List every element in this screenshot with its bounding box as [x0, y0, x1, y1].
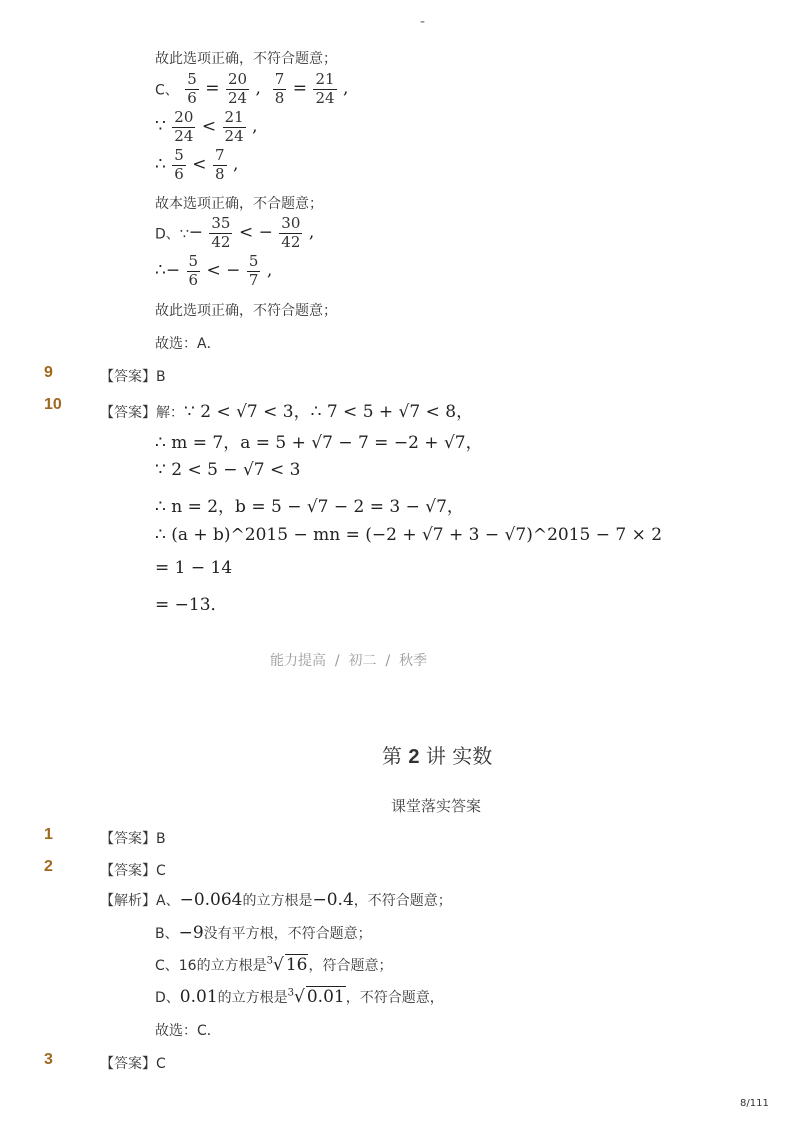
- fraction: $\frac{21}{24}$: [315, 70, 335, 107]
- cube-root: $^3$√ 0.01: [287, 987, 345, 1007]
- answer-label-3: 【答案】C: [100, 1056, 166, 1072]
- q10-line7: = −13．: [155, 595, 228, 615]
- fraction: $\frac{7}{8}$: [274, 70, 285, 107]
- analysis-option-a: 【解析】A、−0.064的立方根是−0.4，不符合题意；: [100, 890, 452, 910]
- q10-line1: ∵ 2 < √7 < 3，∴ 7 < 5 + √7 < 8，: [184, 402, 474, 422]
- lecture-title: 第 2 讲 实数: [382, 744, 493, 768]
- choose-answer-a: 故选：A．: [155, 336, 221, 352]
- option-d-conclusion: 故此选项正确，不符合题意；: [155, 303, 337, 319]
- fraction: $\frac{5}{7}$: [248, 252, 259, 289]
- page-footer: 能力提高 / 初二 / 秋季: [270, 653, 428, 669]
- option-d-therefore: ∴− $\frac{5}{6}$ < − $\frac{5}{7}$ ,: [155, 252, 273, 289]
- choose-answer-c: 故选：C．: [155, 1023, 221, 1039]
- fraction: $\frac{5}{6}$: [188, 252, 199, 289]
- option-c-conclusion: 故本选项正确，不合题意；: [155, 196, 323, 212]
- answer-label-1: 【答案】B: [100, 831, 166, 847]
- section-title: 课堂落实答案: [391, 797, 482, 815]
- option-d-because: D、∵− $\frac{35}{42}$ < − $\frac{30}{42}$ ,: [155, 214, 315, 251]
- question-number-2: 2: [44, 858, 53, 875]
- option-c-therefore: ∴ $\frac{5}{6}$ < $\frac{7}{8}$ ,: [155, 146, 239, 183]
- q10-line3: ∵ 2 < 5 − √7 < 3: [155, 460, 301, 480]
- fraction: $\frac{20}{24}$: [174, 108, 194, 145]
- q10-line4: ∴ n = 2，b = 5 − √7 − 2 = 3 − √7，: [155, 497, 464, 517]
- fraction: $\frac{21}{24}$: [224, 108, 244, 145]
- question-number-10: 10: [44, 396, 62, 413]
- question-number-9: 9: [44, 364, 53, 381]
- q10-line2: ∴ m = 7，a = 5 + √7 − 7 = −2 + √7，: [155, 433, 483, 453]
- fraction: $\frac{35}{42}$: [211, 214, 231, 251]
- fraction: $\frac{5}{6}$: [187, 70, 197, 107]
- option-b-conclusion: 故此选项正确，不符合题意；: [155, 51, 337, 67]
- question-number-1: 1: [44, 826, 53, 843]
- q10-line6: = 1 − 14: [155, 558, 233, 578]
- option-c-equalities: C、 $\frac{5}{6}$ = $\frac{20}{24}$ , $\frac{7}{8}$ = $\frac{21}{24}$ ,: [155, 70, 349, 107]
- answer-label-9: 【答案】B: [100, 369, 166, 385]
- q10-line5: ∴ (a + b)^2015 − mn = (−2 + √7 + 3 − √7)^2015 − 7 × 2: [155, 525, 663, 545]
- fraction: $\frac{20}{24}$: [227, 70, 248, 107]
- fraction: $\frac{7}{8}$: [214, 146, 225, 183]
- fraction: $\frac{30}{42}$: [281, 214, 301, 251]
- fraction: $\frac{5}{6}$: [174, 146, 184, 183]
- answer-label-2: 【答案】C: [100, 863, 166, 879]
- option-c-prefix: C、: [155, 82, 179, 99]
- analysis-option-c: C、16的立方根是$^3$√ 16，符合题意；: [155, 955, 393, 975]
- analysis-option-d: D、0.01的立方根是$^3$√ 0.01，不符合题意，: [155, 987, 444, 1007]
- option-c-because: ∵ $\frac{20}{24}$ < $\frac{21}{24}$ ,: [155, 108, 258, 145]
- question-number-3: 3: [44, 1051, 53, 1068]
- cube-root: $^3$√ 16: [266, 955, 308, 975]
- analysis-option-b: B、−9没有平方根，不符合题意；: [155, 923, 372, 943]
- answer-label-10: 【答案】解：∵ 2 < √7 < 3，∴ 7 < 5 + √7 < 8，: [100, 402, 474, 422]
- page-number: 8/111: [740, 1098, 769, 1109]
- header-mark: -: [420, 14, 426, 30]
